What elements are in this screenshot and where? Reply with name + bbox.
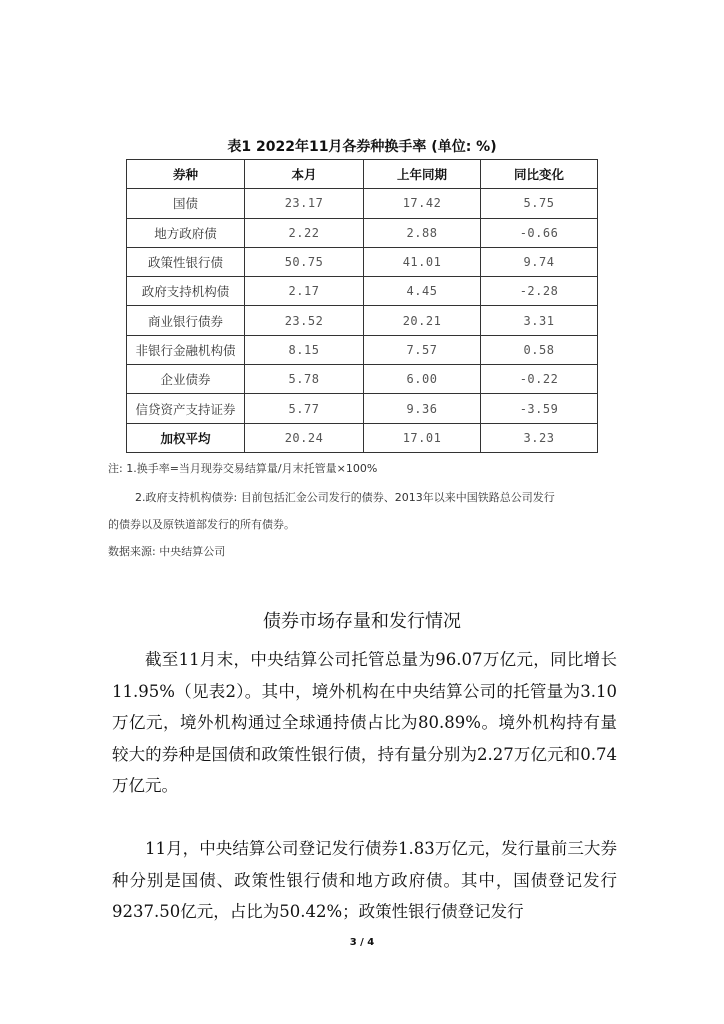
row-label: 加权平均	[127, 423, 245, 452]
turnover-rate-table	[126, 159, 598, 453]
header-yoy-change: 同比变化	[481, 160, 598, 189]
note-2-line-1: 2.政府支持机构债券: 目前包括汇金公司发行的债券、2013年以来中国铁路总公司发行	[135, 491, 555, 504]
cell-value: -0.66	[481, 218, 598, 247]
cell-value: 17.01	[364, 423, 481, 452]
table-total-row	[127, 423, 598, 452]
cell-value: 2.88	[364, 218, 481, 247]
cell-value: -2.28	[481, 277, 598, 306]
table-row	[127, 306, 598, 335]
table-caption: 表1 2022年11月各券种换手率 (单位: %)	[227, 139, 497, 155]
cell-value: 4.45	[364, 277, 481, 306]
paragraph-holdings: 截至11月末，中央结算公司托管总量为96.07万亿元，同比增长11.95%（见表2）。其中，境外机构在中央结算公司的托管量为3.10万亿元，境外机构通过全球通持债占比为80.89%。境外机构持有量较大的券种是国债和政策性银行债，持有量分别为2.27万亿元和0.74万亿元。	[112, 650, 617, 795]
note-1: 注: 1.换手率=当月现券交易结算量/月末托管量×100%	[108, 462, 378, 475]
cell-value: 20.24	[245, 423, 364, 452]
cell-value: 5.78	[245, 365, 364, 394]
row-label: 国债	[127, 189, 245, 218]
table-row	[127, 247, 598, 276]
cell-value: 50.75	[245, 247, 364, 276]
cell-value: 41.01	[364, 247, 481, 276]
row-label: 商业银行债券	[127, 306, 245, 335]
row-label: 地方政府债	[127, 218, 245, 247]
cell-value: 9.36	[364, 394, 481, 423]
row-label: 政策性银行债	[127, 247, 245, 276]
page-number: 3 / 4	[349, 937, 375, 948]
table-header-row	[127, 160, 598, 189]
cell-value: 2.22	[245, 218, 364, 247]
cell-value: 2.17	[245, 277, 364, 306]
table-row	[127, 394, 598, 423]
header-bond-type: 券种	[127, 160, 245, 189]
cell-value: 5.77	[245, 394, 364, 423]
row-label: 信贷资产支持证券	[127, 394, 245, 423]
table-row	[127, 189, 598, 218]
section-heading: 债券市场存量和发行情况	[263, 611, 461, 632]
cell-value: 23.52	[245, 306, 364, 335]
row-label: 企业债券	[127, 365, 245, 394]
table-row	[127, 335, 598, 364]
cell-value: -3.59	[481, 394, 598, 423]
row-label: 非银行金融机构债	[127, 335, 245, 364]
table-row	[127, 365, 598, 394]
row-label: 政府支持机构债	[127, 277, 245, 306]
cell-value: 5.75	[481, 189, 598, 218]
cell-value: 7.57	[364, 335, 481, 364]
cell-value: 3.31	[481, 306, 598, 335]
cell-value: 0.58	[481, 335, 598, 364]
paragraph-issuance: 11月，中央结算公司登记发行债券1.83万亿元，发行量前三大券种分别是国债、政策性银行债和地方政府债。其中，国债登记发行9237.50亿元，占比为50.42%；政策性银行债登记发行	[112, 839, 617, 921]
cell-value: 6.00	[364, 365, 481, 394]
cell-value: 20.21	[364, 306, 481, 335]
table-row	[127, 218, 598, 247]
table-row	[127, 277, 598, 306]
cell-value: -0.22	[481, 365, 598, 394]
data-source: 数据来源: 中央结算公司	[108, 545, 226, 558]
cell-value: 8.15	[245, 335, 364, 364]
cell-value: 23.17	[245, 189, 364, 218]
cell-value: 3.23	[481, 423, 598, 452]
cell-value: 17.42	[364, 189, 481, 218]
cell-value: 9.74	[481, 247, 598, 276]
note-2-line-2: 的债券以及原铁道部发行的所有债券。	[108, 518, 295, 531]
header-this-month: 本月	[245, 160, 364, 189]
header-last-year: 上年同期	[364, 160, 481, 189]
